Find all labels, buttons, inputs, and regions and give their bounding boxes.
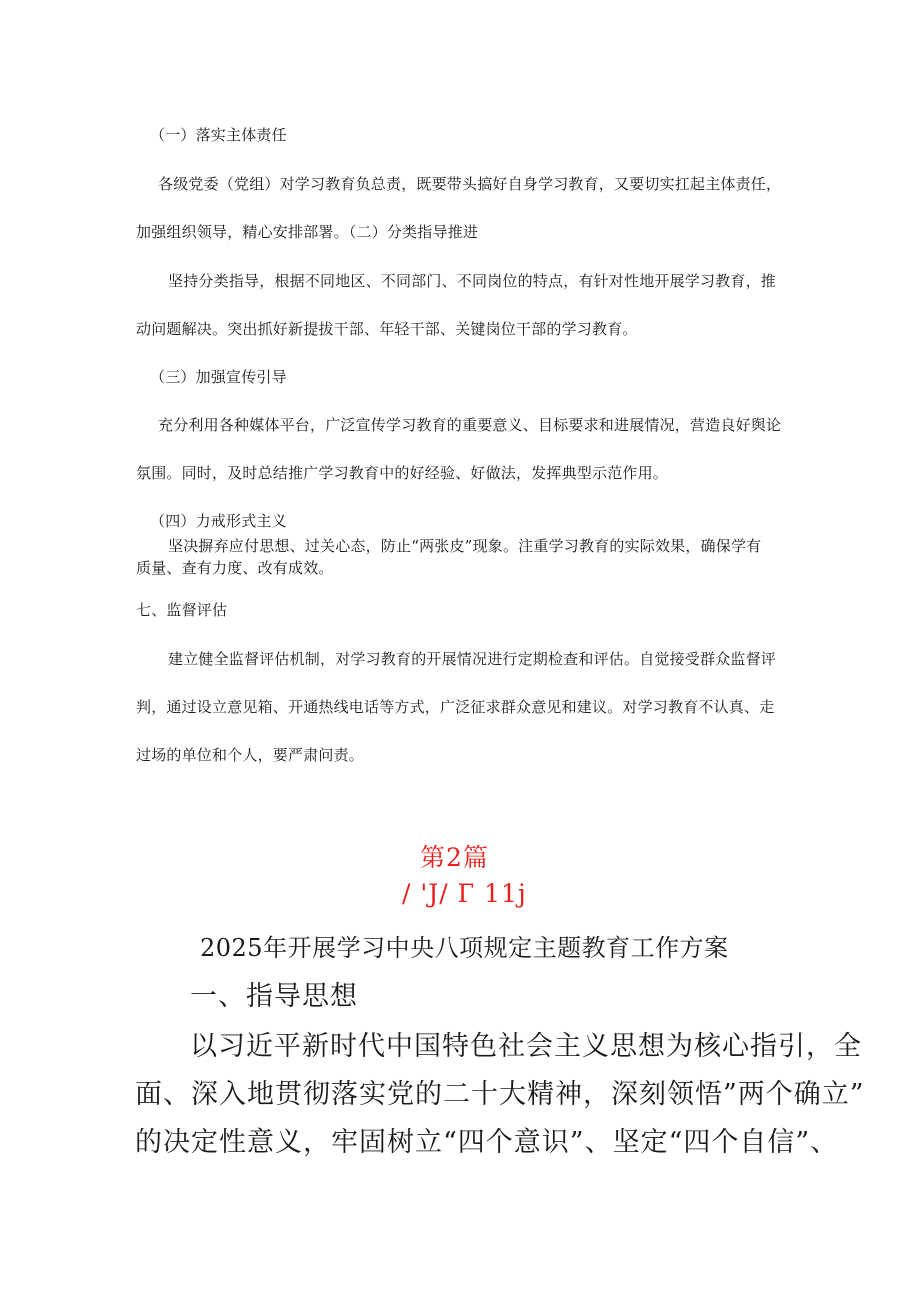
para-4-line-2: 质量、查有力度、改有成效。 <box>136 559 334 577</box>
article-garbled-subtitle: / 'J/ Г 11j <box>402 879 527 908</box>
guiding-para-line-1: 以习近平新时代中国特色社会主义思想为核心指引，全 <box>190 1031 862 1062</box>
heading-4: （四）力戒形式主义 <box>150 512 287 530</box>
para-4-line-1: 坚决摒弃应付思想、过关心态，防止“两张皮”现象。注重学习教育的实际效果，确保学有 <box>168 537 762 555</box>
article-label: 第2篇 <box>420 843 489 872</box>
para-1-line-1: 各级党委（党组）对学习教育负总责，既要带头搞好自身学习教育，又要切实扛起主体责任， <box>158 175 782 193</box>
guiding-para-line-3: 的决定性意义，牢固树立“四个意识”、坚定“四个自信”、 <box>135 1127 839 1158</box>
para-2-line-2: 动问题解决。突出抓好新提拔干部、年轻干部、关键岗位干部的学习教育。 <box>136 320 638 338</box>
para-7-line-2: 判，通过设立意见箱、开通热线电话等方式，广泛征求群众意见和建议。对学习教育不认真、走 <box>136 698 775 716</box>
para-3-line-2: 氛围。同时，及时总结推广学习教育中的好经验、好做法，发挥典型示范作用。 <box>136 464 669 482</box>
para-3-line-1: 充分利用各种媒体平台，广泛宣传学习教育的重要意义、目标要求和进展情况，营造良好舆论 <box>158 416 782 434</box>
para-7-line-1: 建立健全监督评估机制，对学习教育的开展情况进行定期检查和评估。自觉接受群众监督评 <box>168 650 777 668</box>
heading-1: （一）落实主体责任 <box>150 126 287 144</box>
guiding-thought-heading: 一、指导思想 <box>190 981 358 1012</box>
heading-3: （三）加强宣传引导 <box>150 368 287 386</box>
para-1-line-2: 加强组织领导，精心安排部署。（二）分类指导推进 <box>136 223 479 241</box>
guiding-para-line-2: 面、深入地贯彻落实党的二十大精神，深刻领悟”两个确立” <box>135 1079 865 1110</box>
heading-7: 七、监督评估 <box>136 601 228 619</box>
para-2-line-1: 坚持分类指导，根据不同地区、不同部门、不同岗位的特点，有针对性地开展学习教育，推 <box>168 272 777 290</box>
article-title: 2025年开展学习中央八项规定主题教育工作方案 <box>200 934 729 962</box>
para-7-line-3: 过场的单位和个人，要严肃问责。 <box>136 746 365 764</box>
